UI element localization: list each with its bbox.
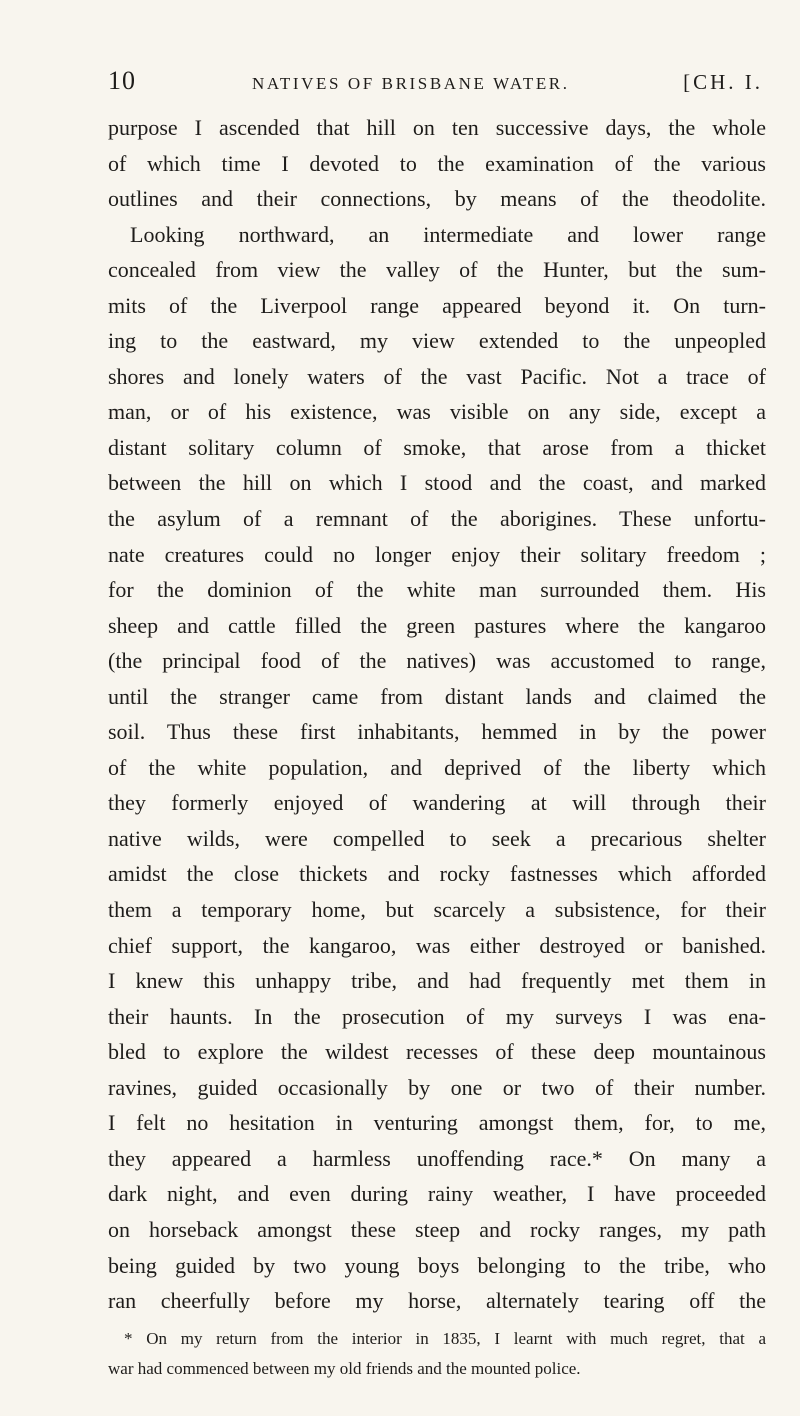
text-line: on horseback amongst these steep and rocky ranges, my path bbox=[108, 1216, 766, 1242]
footnote-line: * On my return from the interior in 1835, I learnt with much regret, that a bbox=[124, 1329, 766, 1348]
text-line: native wilds, were compelled to seek a precarious shelter bbox=[108, 825, 766, 851]
text-line: of the white population, and deprived of the liberty which bbox=[108, 754, 766, 780]
text-line: purpose I ascended that hill on ten successive days, the whole bbox=[108, 115, 766, 140]
text-line: they appeared a harmless unoffending race.* On many a bbox=[108, 1145, 766, 1171]
text-line: I knew this unhappy tribe, and had frequently met them in bbox=[108, 968, 766, 994]
text-line: until the stranger came from distant lands and claimed the bbox=[108, 683, 766, 709]
page-header bbox=[108, 66, 763, 106]
text-line: distant solitary column of smoke, that arose from a thicket bbox=[108, 434, 766, 460]
text-line: between the hill on which I stood and the coast, and marked bbox=[108, 470, 766, 496]
text-line: the asylum of a remnant of the aborigines. These unfortu- bbox=[108, 506, 766, 532]
text-line: sheep and cattle filled the green pastures where the kangaroo bbox=[108, 612, 766, 638]
text-line: outlines and their connections, by means of the theodolite. bbox=[108, 186, 766, 212]
text-line: mits of the Liverpool range appeared beyond it. On turn- bbox=[108, 292, 766, 318]
page-number: 10 bbox=[108, 66, 136, 95]
text-line: shores and lonely waters of the vast Pacific. Not a trace of bbox=[108, 363, 766, 389]
text-line: being guided by two young boys belonging to the tribe, who bbox=[108, 1252, 766, 1278]
text-line: man, or of his existence, was visible on any side, except a bbox=[108, 399, 766, 425]
text-line: they formerly enjoyed of wandering at will through their bbox=[108, 790, 766, 816]
text-line: amidst the close thickets and rocky fastnesses which afforded bbox=[108, 861, 766, 887]
text-line: bled to explore the wildest recesses of these deep mountainous bbox=[108, 1039, 766, 1065]
text-line: of which time I devoted to the examination of the various bbox=[108, 150, 766, 176]
chapter-reference: [CH. I. bbox=[683, 70, 763, 94]
text-line: their haunts. In the prosecution of my surveys I was ena- bbox=[108, 1003, 766, 1029]
text-line: (the principal food of the natives) was accustomed to range, bbox=[108, 648, 766, 674]
text-line: for the dominion of the white man surrounded them. His bbox=[108, 577, 766, 603]
text-line: ing to the eastward, my view extended to the unpeopled bbox=[108, 328, 766, 354]
footnote-line: war had commenced between my old friends and the mounted police. bbox=[108, 1359, 581, 1378]
text-line: soil. Thus these first inhabitants, hemmed in by the power bbox=[108, 719, 766, 745]
body-text bbox=[108, 110, 766, 1319]
text-line: dark night, and even during rainy weather, I have proceeded bbox=[108, 1181, 766, 1207]
text-line: concealed from view the valley of the Hunter, but the sum- bbox=[108, 257, 766, 283]
text-line: I felt no hesitation in venturing amongst them, for, to me, bbox=[108, 1110, 766, 1136]
text-line: chief support, the kangaroo, was either destroyed or banished. bbox=[108, 932, 766, 958]
text-line: nate creatures could no longer enjoy their solitary freedom ; bbox=[108, 541, 766, 567]
text-line: Looking northward, an intermediate and lower range bbox=[130, 221, 766, 247]
text-line: ran cheerfully before my horse, alternately tearing off the bbox=[108, 1288, 766, 1314]
running-head: NATIVES OF BRISBANE WATER. bbox=[252, 74, 570, 93]
text-line: them a temporary home, but scarcely a subsistence, for their bbox=[108, 897, 766, 923]
footnote bbox=[108, 1324, 766, 1384]
text-line: ravines, guided occasionally by one or two of their number. bbox=[108, 1074, 766, 1100]
